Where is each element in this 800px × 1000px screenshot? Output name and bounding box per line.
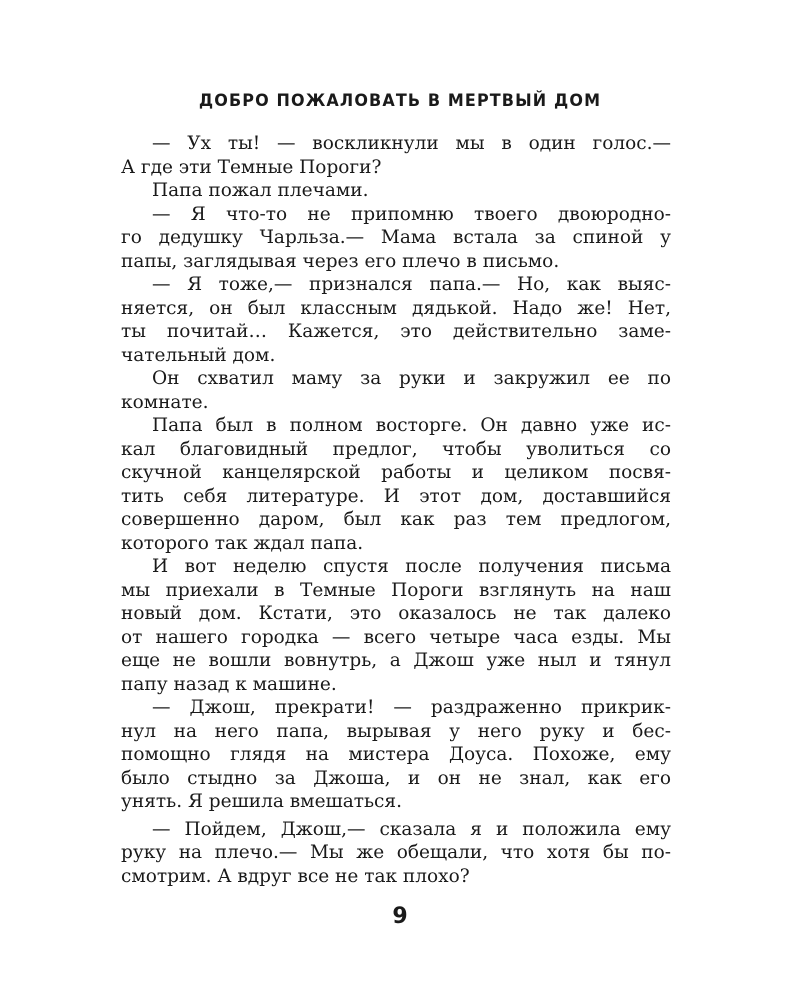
text-line: мы приехали в Темные Пороги взглянуть на наш xyxy=(121,579,671,601)
text-line: И вот неделю спустя после получения письма xyxy=(152,556,671,577)
text-line: чательный дом. xyxy=(121,344,276,366)
text-line: Папа пожал плечами. xyxy=(152,180,369,201)
page-number: 9 xyxy=(392,904,408,929)
text-line: папу назад к машине. xyxy=(121,673,337,695)
text-line: тить себя литературе. И этот дом, доставшийся xyxy=(121,485,671,507)
text-line: кал благовидный предлог, чтобы уволиться со xyxy=(121,438,671,460)
text-line: совершенно даром, был как раз тем предлогом, xyxy=(121,509,671,530)
text-line: Он схватил маму за руки и закружил ее по xyxy=(152,368,671,389)
text-line: — Я что-то не припомню твоего двоюродно- xyxy=(152,203,671,225)
text-line: — Я тоже,— признался папа.— Но, как выяс- xyxy=(152,274,671,295)
text-line: — Ух ты! — воскликнули мы в один голос.— xyxy=(152,133,671,154)
text-line: еще не вошли вовнутрь, а Джош уже ныл и тянул xyxy=(121,650,671,671)
text-line: комнате. xyxy=(121,391,209,413)
text-line: — Джош, прекрати! — раздраженно прикрик- xyxy=(152,697,671,718)
text-line: Папа был в полном восторге. Он давно уже ис- xyxy=(152,415,671,436)
text-line: ты почитай… Кажется, это действительно заме- xyxy=(121,321,671,342)
text-line: руку на плечо.— Мы же обещали, что хотя бы по- xyxy=(121,842,671,863)
text-line: нул на него папа, вырывая у него руку и бес- xyxy=(121,720,671,742)
text-line: от нашего городка — всего четыре часа езды. Мы xyxy=(121,626,671,648)
text-line: скучной канцелярской работы и целиком посвя- xyxy=(121,462,671,483)
body-text xyxy=(121,132,671,888)
text-line: смотрим. А вдруг все не так плохо? xyxy=(121,865,470,887)
text-line: унять. Я решила вмешаться. xyxy=(121,791,402,812)
text-line: го дедушку Чарльза.— Мама встала за спиной у xyxy=(121,227,671,248)
text-line: новый дом. Кстати, это оказалось не так далеко xyxy=(121,603,671,624)
running-header: ДОБРО ПОЖАЛОВАТЬ В МЕРТВЫЙ ДОМ xyxy=(198,91,602,111)
text-line: было стыдно за Джоша, и он не знал, как его xyxy=(121,767,671,789)
text-line: которого так ждал папа. xyxy=(121,532,364,554)
text-line: А где эти Темные Пороги? xyxy=(121,156,382,178)
text-line: — Пойдем, Джош,— сказала я и положила ему xyxy=(152,818,671,840)
text-line: папы, заглядывая через его плечо в письмо. xyxy=(121,250,560,272)
text-line: няется, он был классным дядькой. Надо же! Нет, xyxy=(121,297,671,319)
text-line: помощно глядя на мистера Доуса. Похоже, ему xyxy=(121,744,671,765)
